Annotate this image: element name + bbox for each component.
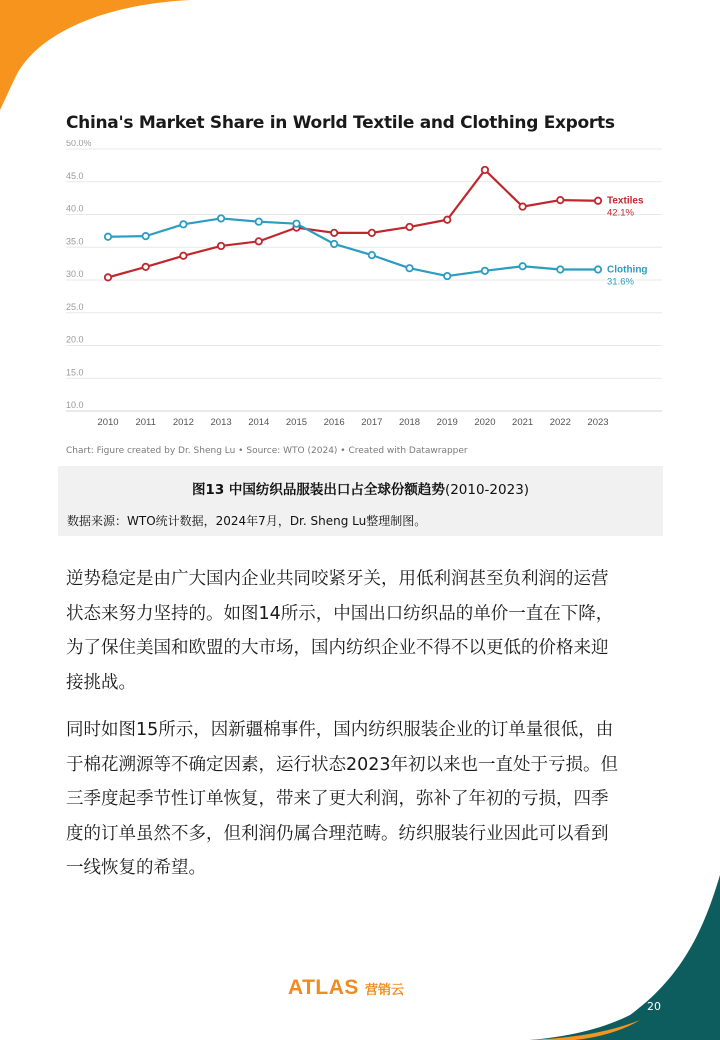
data-point [406, 265, 412, 271]
data-point [595, 198, 601, 204]
page-number: 20 [647, 1000, 661, 1013]
paragraph-line: 同时如图15所示，因新疆棉事件，国内纺织服装企业的订单量很低，由 [66, 720, 614, 740]
y-axis-ticks [66, 140, 92, 410]
data-point [482, 268, 488, 274]
data-point [482, 167, 488, 173]
paragraph-line: 于棉花溯源等不确定因素，运行状态2023年初以来也一直处于亏损。但 [66, 754, 619, 775]
data-point [369, 252, 375, 258]
y-tick-label: 20.0 [66, 334, 84, 345]
chart-title: China's Market Share in World Textile and Clothing Exports [66, 113, 615, 133]
x-tick-label: 2010 [97, 417, 119, 428]
logo-cn-text: 营销云 [364, 982, 404, 998]
data-point [256, 219, 262, 225]
paragraph-line: 一线恢复的希望。 [66, 858, 206, 878]
x-tick-label: 2018 [398, 417, 421, 428]
series-clothing [105, 215, 648, 287]
chart-credit: Chart: Figure created by Dr. Sheng Lu • Source: WTO (2024) • Created with Datawrapper [66, 446, 468, 456]
data-point [218, 215, 224, 221]
corner-decoration-top [0, 0, 190, 112]
paragraph-line: 为了保住美国和欧盟的大市场，国内纺织企业不得不以更低的价格来迎 [66, 638, 609, 658]
x-axis-ticks [97, 417, 608, 428]
x-tick-label: 2016 [323, 417, 345, 428]
data-point [406, 224, 412, 230]
data-point [331, 241, 337, 247]
x-tick-label: 2021 [512, 417, 534, 428]
data-point [180, 253, 186, 259]
data-point [218, 243, 224, 249]
y-tick-label: 15.0 [66, 367, 84, 378]
y-tick-label: 25.0 [66, 301, 84, 312]
y-tick-label: 30.0 [66, 269, 84, 279]
x-tick-label: 2019 [436, 417, 458, 428]
caption-range: (2010-2023) [444, 482, 530, 498]
x-tick-label: 2011 [135, 417, 156, 428]
caption-title [58, 478, 663, 498]
data-point [369, 230, 375, 236]
data-point [180, 221, 186, 227]
data-point [519, 263, 525, 269]
data-point [293, 220, 299, 226]
logo-text: ATLAS [288, 976, 359, 999]
y-tick-label: 35.0 [66, 236, 84, 247]
body-paragraph-2 [66, 713, 666, 886]
corner-decoration-bottom [400, 875, 720, 1040]
data-point [105, 234, 111, 240]
paragraph-line: 度的订单虽然不多，但利润仍属合理范畴。纺织服装行业因此可以看到 [66, 823, 609, 844]
paragraph-line: 三季度起季节性订单恢复，带来了更大利润，弥补了年初的亏损，四季 [66, 789, 609, 809]
series-name-label: Clothing [607, 264, 648, 276]
x-tick-label: 2012 [172, 417, 194, 428]
data-point [256, 238, 262, 244]
y-tick-label: 10.0 [66, 400, 84, 410]
figure-caption [58, 466, 663, 536]
data-point [331, 230, 337, 236]
x-tick-label: 2014 [248, 417, 270, 428]
x-tick-label: 2013 [210, 417, 232, 428]
data-point [142, 233, 148, 239]
x-tick-label: 2017 [361, 417, 383, 428]
x-tick-label: 2023 [587, 417, 609, 428]
caption-title-text: 图13 中国纺织品服装出口占全球份额趋势 [191, 482, 445, 498]
data-point [142, 264, 148, 270]
series-name-label: Textiles [607, 195, 644, 207]
data-point [557, 197, 563, 203]
line-chart [0, 140, 720, 435]
y-tick-label: 45.0 [66, 170, 84, 181]
data-point [105, 274, 111, 280]
body-paragraph-1 [66, 562, 666, 700]
data-point [557, 266, 563, 272]
caption-source: 数据来源：WTO统计数据，2024年7月，Dr. Sheng Lu整理制图。 [67, 514, 427, 528]
series-end-value-label: 31.6% [607, 276, 634, 288]
data-point [595, 266, 601, 272]
y-tick-label: 40.0 [66, 203, 84, 214]
x-tick-label: 2020 [474, 417, 496, 428]
y-tick-label: 50.0% [66, 140, 92, 148]
paragraph-line: 接挑战。 [66, 672, 136, 693]
chart-gridlines [66, 149, 662, 411]
chart-series [105, 167, 648, 288]
atlas-logo [288, 976, 404, 1000]
x-tick-label: 2022 [549, 417, 571, 428]
data-point [519, 203, 525, 209]
paragraph-line: 逆势稳定是由广大国内企业共同咬紧牙关，用低利润甚至负利润的运营 [66, 569, 609, 589]
series-end-value-label: 42.1% [607, 207, 634, 219]
data-point [444, 217, 450, 223]
paragraph-line: 状态来努力坚持的。如图14所示，中国出口纺织品的单价一直在下降， [66, 603, 614, 624]
x-tick-label: 2015 [285, 417, 308, 428]
data-point [444, 273, 450, 279]
